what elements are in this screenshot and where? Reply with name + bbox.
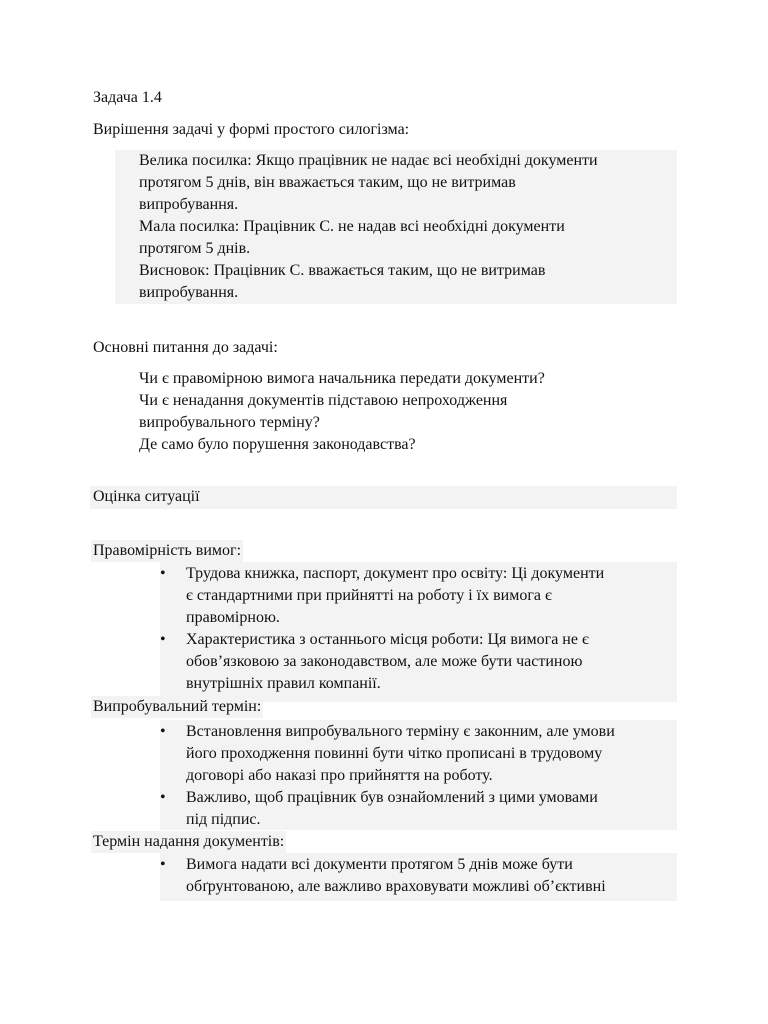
- bullet-icon: •: [160, 565, 166, 582]
- bullet-icon: •: [160, 723, 166, 740]
- question-1: Чи є правомірною вимога начальника передати документи?: [139, 370, 545, 387]
- bullet-icon: •: [160, 789, 166, 806]
- list-item-line: Характеристика з останнього місця роботи: Ця вимога не є: [186, 631, 589, 648]
- questions-heading: Основні питання до задачі:: [93, 339, 278, 356]
- list-item-line: договорі або наказі про прийняття на роботу.: [186, 767, 493, 784]
- list-item-line: Важливо, щоб працівник був ознайомлений з цими умовами: [186, 789, 598, 806]
- list-item-line: внутрішніх правил компанії.: [186, 675, 381, 692]
- list-item-line: під підпис.: [186, 811, 261, 828]
- question-2-line-2: випробувального терміну?: [139, 414, 320, 431]
- bullet-icon: •: [160, 631, 166, 648]
- list-item-line: Встановлення випробувального терміну є законним, але умови: [186, 723, 615, 740]
- syllogism-heading: Вирішення задачі у формі простого силогізма:: [93, 121, 410, 138]
- conclusion-line-1: Висновок: Працівник С. вважається таким, що не витримав: [139, 262, 546, 279]
- minor-premise-line-2: протягом 5 днів.: [139, 240, 251, 257]
- list-item-line: його проходження повинні бути чітко прописані в трудовому: [186, 745, 603, 762]
- assessment-heading: Оцінка ситуації: [90, 486, 677, 509]
- probation-label: Випробувальний термін:: [91, 696, 263, 718]
- minor-premise-line-1: Мала посилка: Працівник С. не надав всі необхідні документи: [139, 218, 565, 235]
- list-item-line: обґрунтованою, але важливо враховувати можливі об’єктивні: [186, 878, 606, 895]
- deadline-label: Термін надання документів:: [91, 831, 286, 853]
- list-item-line: правомірною.: [186, 609, 280, 626]
- list-item-line: Вимога надати всі документи протягом 5 днів може бути: [186, 856, 573, 873]
- question-2-line-1: Чи є ненадання документів підставою непроходження: [139, 392, 508, 409]
- list-item-line: обов’язковою за законодавством, але може бути частиною: [186, 653, 583, 670]
- question-3: Де само було порушення законодавства?: [139, 436, 416, 453]
- major-premise-line-3: випробування.: [139, 196, 239, 213]
- syllogism-block: [115, 150, 677, 304]
- major-premise-line-1: Велика посилка: Якщо працівник не надає всі необхідні документи: [139, 152, 598, 169]
- bullet-icon: •: [160, 856, 166, 873]
- legality-label: Правомірність вимог:: [91, 540, 243, 562]
- list-item-line: Трудова книжка, паспорт, документ про освіту: Ці документи: [186, 565, 605, 582]
- list-item-line: є стандартними при прийнятті на роботу і їх вимога є: [186, 587, 552, 604]
- conclusion-line-2: випробування.: [139, 284, 239, 301]
- task-title: Задача 1.4: [93, 89, 162, 106]
- major-premise-line-2: протягом 5 днів, він вважається таким, що не витримав: [139, 174, 516, 191]
